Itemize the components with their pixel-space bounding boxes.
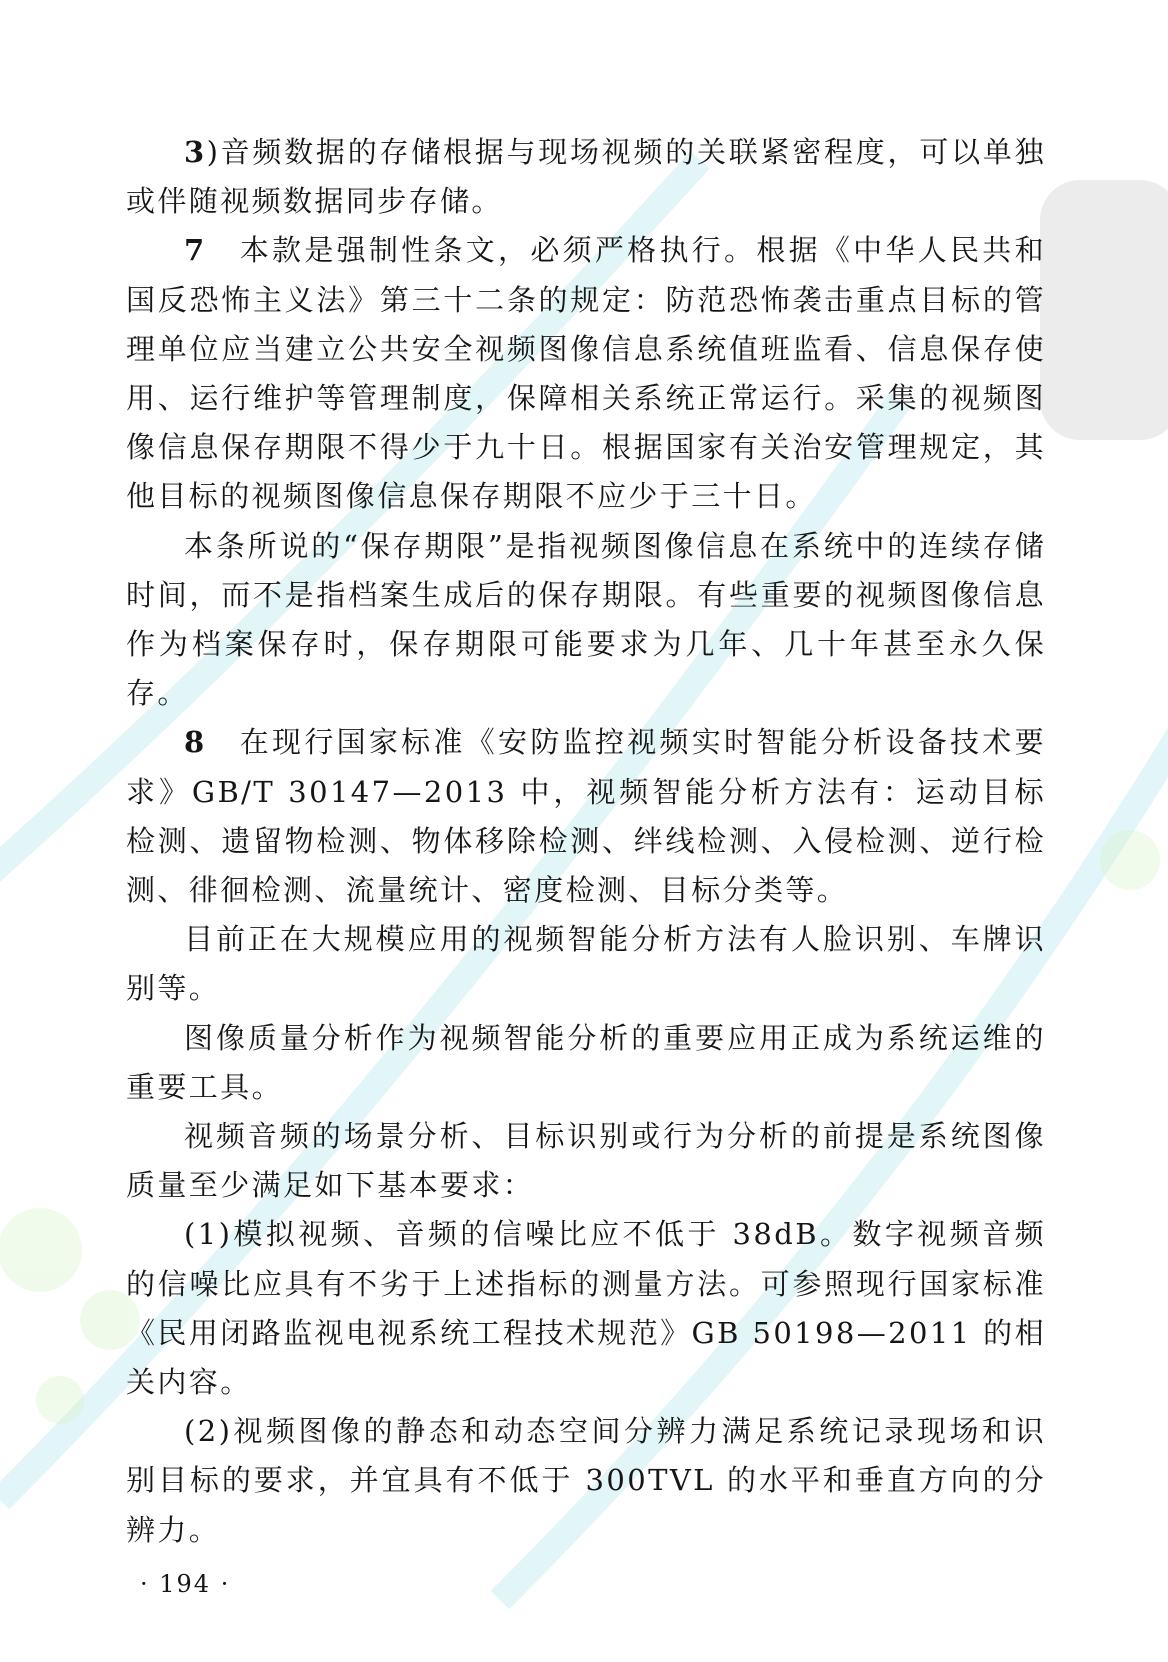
page-number: · 194 ·: [140, 1570, 231, 1598]
paragraph: 3)音频数据的存储根据与现场视频的关联紧密程度，可以单独或伴随视频数据同步存储。: [126, 135, 1046, 219]
paragraph: 视频音频的场景分析、目标识别或行为分析的前提是系统图像质量至少满足如下基本要求：: [126, 1119, 1046, 1203]
body-text: [126, 128, 1046, 1555]
paragraph: 图像质量分析作为视频智能分析的重要应用正成为系统运维的重要工具。: [126, 1020, 1046, 1104]
paragraph: 目前正在大规模应用的视频智能分析方法有人脸识别、车牌识别等。: [126, 922, 1046, 1006]
paragraph: 8 在现行国家标准《安防监控视频实时智能分析设备技术要求》GB/T 30147—2013 中，视频智能分析方法有：运动目标检测、遗留物检测、物体移除检测、绊线检测、入侵检测、逆行检测、徘徊检测、流量统计、密度检测、目标分类等。: [126, 725, 1046, 908]
paragraph: 本条所说的“保存期限”是指视频图像信息在系统中的连续存储时间，而不是指档案生成后的保存期限。有些重要的视频图像信息作为档案保存时，保存期限可能要求为几年、几十年甚至永久保存。: [126, 528, 1046, 711]
paragraph: (2)视频图像的静态和动态空间分辨力满足系统记录现场和识别目标的要求，并宜具有不低于 300TVL 的水平和垂直方向的分辨力。: [126, 1414, 1046, 1547]
paragraph: 7 本款是强制性条文，必须严格执行。根据《中华人民共和国反恐怖主义法》第三十二条的规定：防范恐怖袭击重点目标的管理单位应当建立公共安全视频图像信息系统值班监看、信息保存使用、运行维护等管理制度，保障相关系统正常运行。采集的视频图像信息保存期限不得少于九十日。根据国家有关治安管理规定，其他目标的视频图像信息保存期限不应少于三十日。: [126, 233, 1046, 514]
paragraph: (1)模拟视频、音频的信噪比应不低于 38dB。数字视频音频的信噪比应具有不劣于上述指标的测量方法。可参照现行国家标准《民用闭路监视电视系统工程技术规范》GB 50198—2011 的相关内容。: [126, 1217, 1046, 1400]
